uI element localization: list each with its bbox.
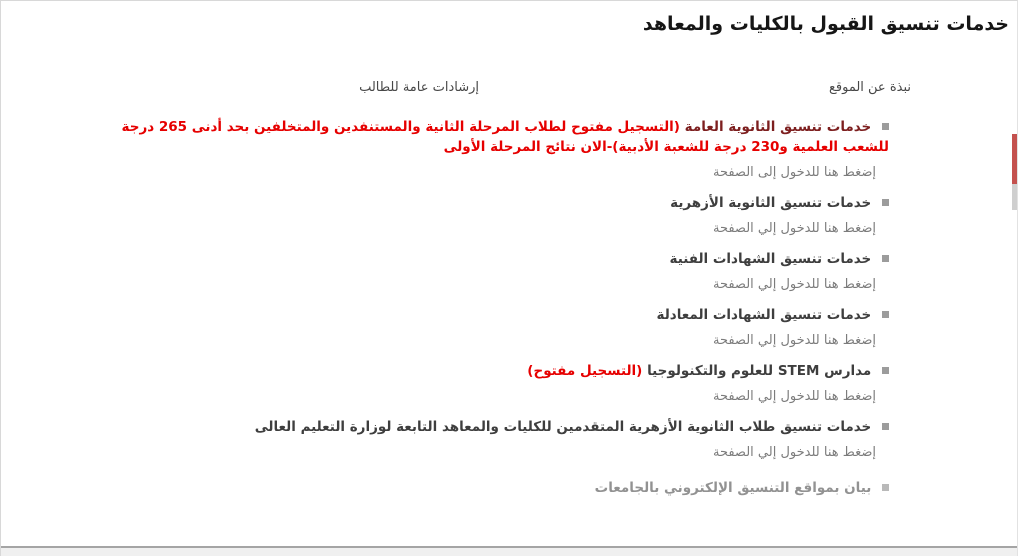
nav-student-guidelines[interactable]: إرشادات عامة للطالب (359, 80, 479, 95)
service-title-link[interactable]: مدارس STEM للعلوم والتكنولوجيا (647, 363, 872, 379)
bullet-square-icon (882, 255, 889, 262)
list-item (105, 361, 889, 405)
service-title-link[interactable]: خدمات تنسيق الثانوية الأزهرية (670, 195, 872, 211)
list-item (105, 249, 889, 293)
service-title-link[interactable]: خدمات تنسيق الشهادات الفنية (669, 251, 872, 267)
service-heading (105, 305, 889, 325)
bullet-square-icon (882, 123, 889, 130)
enter-page-link[interactable]: إضغط هنا للدخول إلى الصفحة (712, 165, 876, 180)
service-heading (105, 117, 889, 157)
bottom-divider-bar (1, 546, 1017, 556)
enter-page-link[interactable]: إضغط هنا للدخول إلي الصفحة (712, 445, 876, 460)
service-heading (105, 193, 889, 213)
list-item (105, 305, 889, 349)
enter-page-link[interactable]: إضغط هنا للدخول إلي الصفحة (712, 277, 876, 292)
list-item (105, 417, 889, 461)
service-heading (105, 361, 889, 381)
service-list (105, 117, 889, 510)
scrollbar-red-marker[interactable] (1012, 134, 1017, 184)
service-title-link[interactable]: خدمات تنسيق الشهادات المعادلة (656, 307, 872, 323)
bullet-square-icon (882, 484, 889, 491)
service-title-link[interactable]: خدمات تنسيق الثانوية العامة (684, 119, 872, 135)
service-title-link: بيان بمواقع التنسيق الإلكتروني بالجامعات (594, 480, 872, 496)
scrollbar-track[interactable] (1012, 184, 1017, 210)
bullet-square-icon (882, 423, 889, 430)
service-status-note: (التسجيل مفتوح) (527, 363, 643, 379)
enter-page-link[interactable]: إضغط هنا للدخول إلي الصفحة (712, 333, 876, 348)
enter-page-link[interactable]: إضغط هنا للدخول إلي الصفحة (712, 389, 876, 404)
service-heading (105, 417, 889, 437)
service-title-link[interactable]: خدمات تنسيق طلاب الثانوية الأزهرية المتقدمين للكليات والمعاهد التابعة لوزارة التعليم العالى (254, 419, 872, 435)
bullet-square-icon (882, 199, 889, 206)
list-item (105, 117, 889, 181)
nav-about-site[interactable]: نبذة عن الموقع (828, 80, 911, 95)
page-title: خدمات تنسيق القبول بالكليات والمعاهد (642, 13, 1009, 35)
service-heading (105, 478, 889, 498)
service-status-note: (التسجيل مفتوح لطلاب المرحلة الثانية والمستنفدين والمتخلفين بحد أدنى 265 درجة للشعب العلمية و230 درجة للشعبة الأدبية)-الان نتائج المرحلة الأولى (121, 119, 889, 155)
list-item (105, 193, 889, 237)
bullet-square-icon (882, 367, 889, 374)
service-heading (105, 249, 889, 269)
bullet-square-icon (882, 311, 889, 318)
enter-page-link[interactable]: إضغط هنا للدخول إلي الصفحة (712, 221, 876, 236)
list-item (105, 478, 889, 498)
